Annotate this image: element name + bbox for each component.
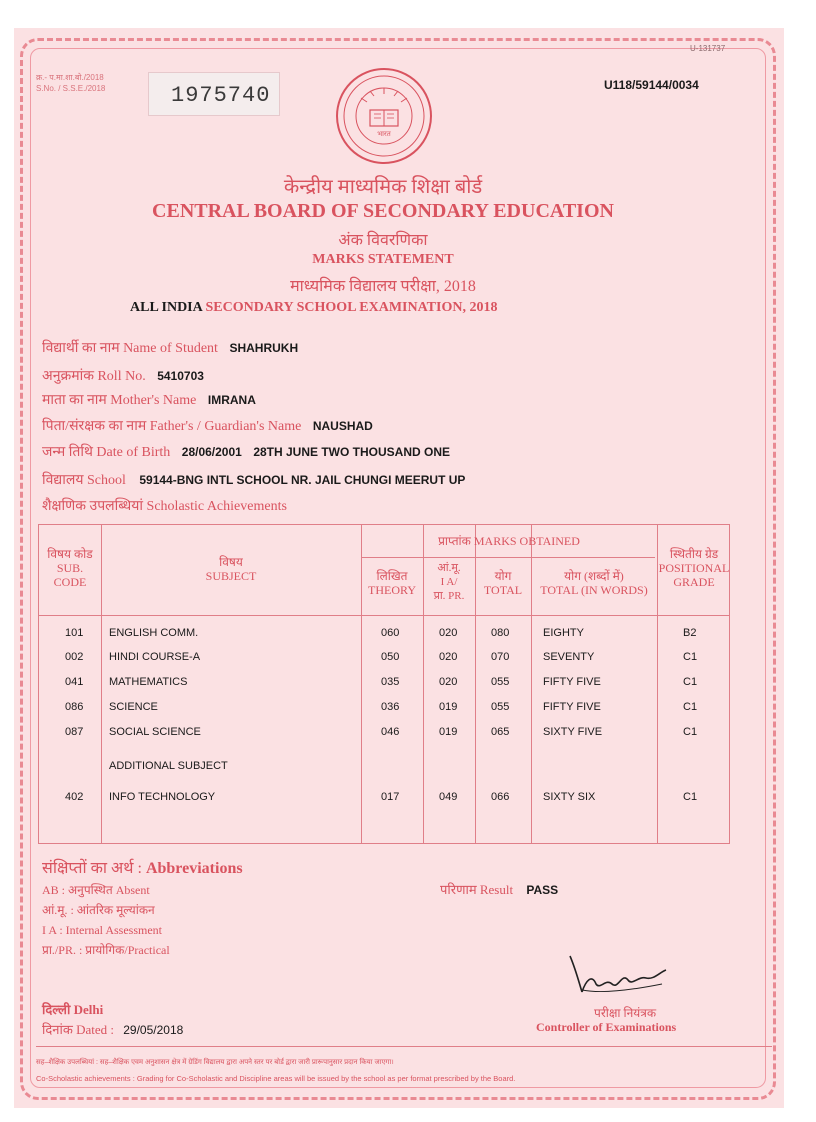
- footer-line-hindi: सह–शैक्षिक उपलब्धियां : सह–शैक्षिक एवम अनुशासन क्षेत्र में ग्रेडिंग विद्यालय द्वारा अपने स्तर पर बोर्ड द्वारा जारी प्रारूपानुसार प्रदान किया जाएगा।: [36, 1059, 394, 1066]
- row-code: 087: [65, 726, 84, 738]
- roll-number: 5410703: [157, 369, 204, 383]
- row-grade: C1: [683, 726, 698, 738]
- row-ia: 049: [439, 791, 458, 803]
- row-words: SEVENTY: [543, 651, 595, 663]
- father-name-row: [42, 416, 373, 435]
- row-total: 055: [491, 701, 510, 713]
- result-value: PASS: [526, 883, 559, 897]
- row-grade: C1: [683, 651, 698, 663]
- row-theory: 060: [381, 627, 400, 639]
- abbreviation-item: आं.मू. : आंतरिक मूल्यांकन: [42, 903, 155, 917]
- seal-text: भारत: [377, 130, 391, 138]
- signature-icon: [562, 950, 672, 1000]
- dob-words: 28TH JUNE TWO THOUSAND ONE: [253, 445, 451, 459]
- header-total: योग TOTAL: [483, 569, 523, 597]
- dated-label: दिनांक Dated :: [42, 1022, 114, 1037]
- row-words: SIXTY SIX: [543, 791, 596, 803]
- student-name: SHAHRUKH: [229, 341, 299, 355]
- row-subject: MATHEMATICS: [109, 676, 188, 688]
- abbreviation-item: AB : अनुपस्थित Absent: [42, 883, 150, 897]
- row-ia: 020: [439, 651, 458, 663]
- row-words: SIXTY FIVE: [543, 726, 603, 738]
- serial-small-text: [36, 72, 105, 94]
- row-theory: 036: [381, 701, 400, 713]
- row-code: 041: [65, 676, 84, 688]
- reference-number: U118/59144/0034: [604, 78, 699, 92]
- abbreviation-item: I A : Internal Assessment: [42, 923, 162, 937]
- row-theory: 035: [381, 676, 400, 688]
- exam-title-line: [130, 300, 497, 316]
- mother-name-row: [42, 390, 256, 409]
- exam-title-hindi: माध्यमिक विद्यालय परीक्षा, 2018: [290, 278, 476, 295]
- statement-title-hindi: अंक विवरणिका: [338, 232, 428, 249]
- abbreviations-title-hindi: संक्षिप्तों का अर्थ :: [42, 860, 142, 877]
- school-label: विद्यालय School: [42, 473, 126, 488]
- row-code: 101: [65, 627, 84, 639]
- controller-english: Controller of Examinations: [536, 1020, 677, 1034]
- row-total: 055: [491, 676, 510, 688]
- board-title-english: CENTRAL BOARD OF SECONDARY EDUCATION: [152, 200, 614, 222]
- row-code: 086: [65, 701, 84, 713]
- marks-table: [38, 524, 730, 844]
- abbreviations-title: [42, 856, 243, 878]
- roll-number-row: [42, 366, 204, 385]
- row-subject: HINDI COURSE-A: [109, 651, 201, 663]
- issue-date: 29/05/2018: [123, 1023, 184, 1037]
- row-grade: C1: [683, 701, 698, 713]
- student-name-label: विद्यार्थी का नाम Name of Student: [42, 341, 218, 356]
- cbse-seal-icon: [334, 66, 434, 166]
- footer-divider: [36, 1046, 772, 1047]
- row-ia: 020: [439, 627, 458, 639]
- school-name: 59144-BNG INTL SCHOOL NR. JAIL CHUNGI MEERUT UP: [139, 473, 466, 487]
- student-name-row: [42, 338, 298, 357]
- result-label: परिणाम Result: [440, 882, 514, 897]
- header-sub-code: विषय कोड SUB. CODE: [47, 547, 93, 589]
- row-words: FIFTY FIVE: [543, 701, 601, 713]
- row-code: 402: [65, 791, 84, 803]
- serial-small-line-2: S.No. / S.S.E./2018: [36, 84, 106, 93]
- row-ia: 020: [439, 676, 458, 688]
- abbreviations-title-english: Abbreviations: [145, 860, 243, 877]
- header-marks-obtained: प्राप्तांक MARKS OBTAINED: [438, 534, 580, 548]
- school-row: [42, 470, 465, 489]
- row-total: 066: [491, 791, 510, 803]
- controller-hindi: परीक्षा नियंत्रक: [594, 1006, 657, 1020]
- row-code: 002: [65, 651, 84, 663]
- row-grade: B2: [683, 627, 697, 639]
- exam-prefix: ALL INDIA: [130, 300, 202, 315]
- header-ia: आं.मू. I A/ प्रा. PR.: [433, 562, 465, 602]
- achievements-label: शैक्षणिक उपलब्धियां Scholastic Achievements: [42, 499, 287, 514]
- abbreviations-list: [42, 880, 170, 960]
- row-total: 080: [491, 627, 510, 639]
- header-theory: लिखित THEORY: [368, 569, 416, 597]
- row-total: 065: [491, 726, 510, 738]
- serial-box: [148, 72, 280, 116]
- row-theory: 046: [381, 726, 400, 738]
- additional-subject-label: ADDITIONAL SUBJECT: [109, 760, 228, 772]
- dob-value: 28/06/2001: [181, 445, 242, 459]
- row-theory: 017: [381, 791, 400, 803]
- abbreviation-item: प्रा./PR. : प्रायोगिक/Practical: [42, 943, 170, 957]
- row-ia: 019: [439, 726, 458, 738]
- row-grade: C1: [683, 791, 698, 803]
- roll-number-label: अनुक्रमांक Roll No.: [42, 369, 146, 384]
- dated-row: [42, 1020, 183, 1038]
- header-subject: विषय SUBJECT: [205, 555, 257, 583]
- row-ia: 019: [439, 701, 458, 713]
- serial-number: 1975740: [171, 83, 271, 108]
- row-subject: ENGLISH COMM.: [109, 627, 199, 639]
- father-name: NAUSHAD: [312, 419, 373, 433]
- header-grade: स्थितीय ग्रेड POSITIONAL GRADE: [658, 547, 730, 589]
- dob-label: जन्म तिथि Date of Birth: [42, 445, 171, 460]
- board-title-hindi: केन्द्रीय माध्यमिक शिक्षा बोर्ड: [283, 176, 483, 198]
- row-subject: SOCIAL SCIENCE: [109, 726, 201, 738]
- statement-title-english: MARKS STATEMENT: [312, 252, 454, 267]
- row-subject: INFO TECHNOLOGY: [109, 791, 216, 803]
- result-row: [440, 880, 558, 898]
- father-name-label: पिता/संरक्षक का नाम Father's / Guardian's Name: [42, 419, 302, 434]
- mother-name-label: माता का नाम Mother's Name: [42, 393, 197, 408]
- mother-name: IMRANA: [207, 393, 256, 407]
- exam-title-english: SECONDARY SCHOOL EXAMINATION, 2018: [205, 300, 498, 315]
- place: दिल्ली Delhi: [42, 1002, 104, 1017]
- dob-row: [42, 442, 450, 461]
- row-words: EIGHTY: [543, 627, 584, 639]
- footer-line-english: Co-Scholastic achievements : Grading for Co-Scholastic and Discipline areas will be issued by the school as per format prescribed by the Board.: [36, 1074, 516, 1083]
- row-subject: SCIENCE: [109, 701, 158, 713]
- row-theory: 050: [381, 651, 400, 663]
- row-grade: C1: [683, 676, 698, 688]
- header-total-words: योग (शब्दों में) TOTAL (IN WORDS): [540, 569, 648, 597]
- serial-small-line-1: क्र.- प.मा.शा.बो./2018: [36, 73, 104, 82]
- row-words: FIFTY FIVE: [543, 676, 601, 688]
- row-total: 070: [491, 651, 510, 663]
- top-right-code: U-131737: [690, 44, 726, 53]
